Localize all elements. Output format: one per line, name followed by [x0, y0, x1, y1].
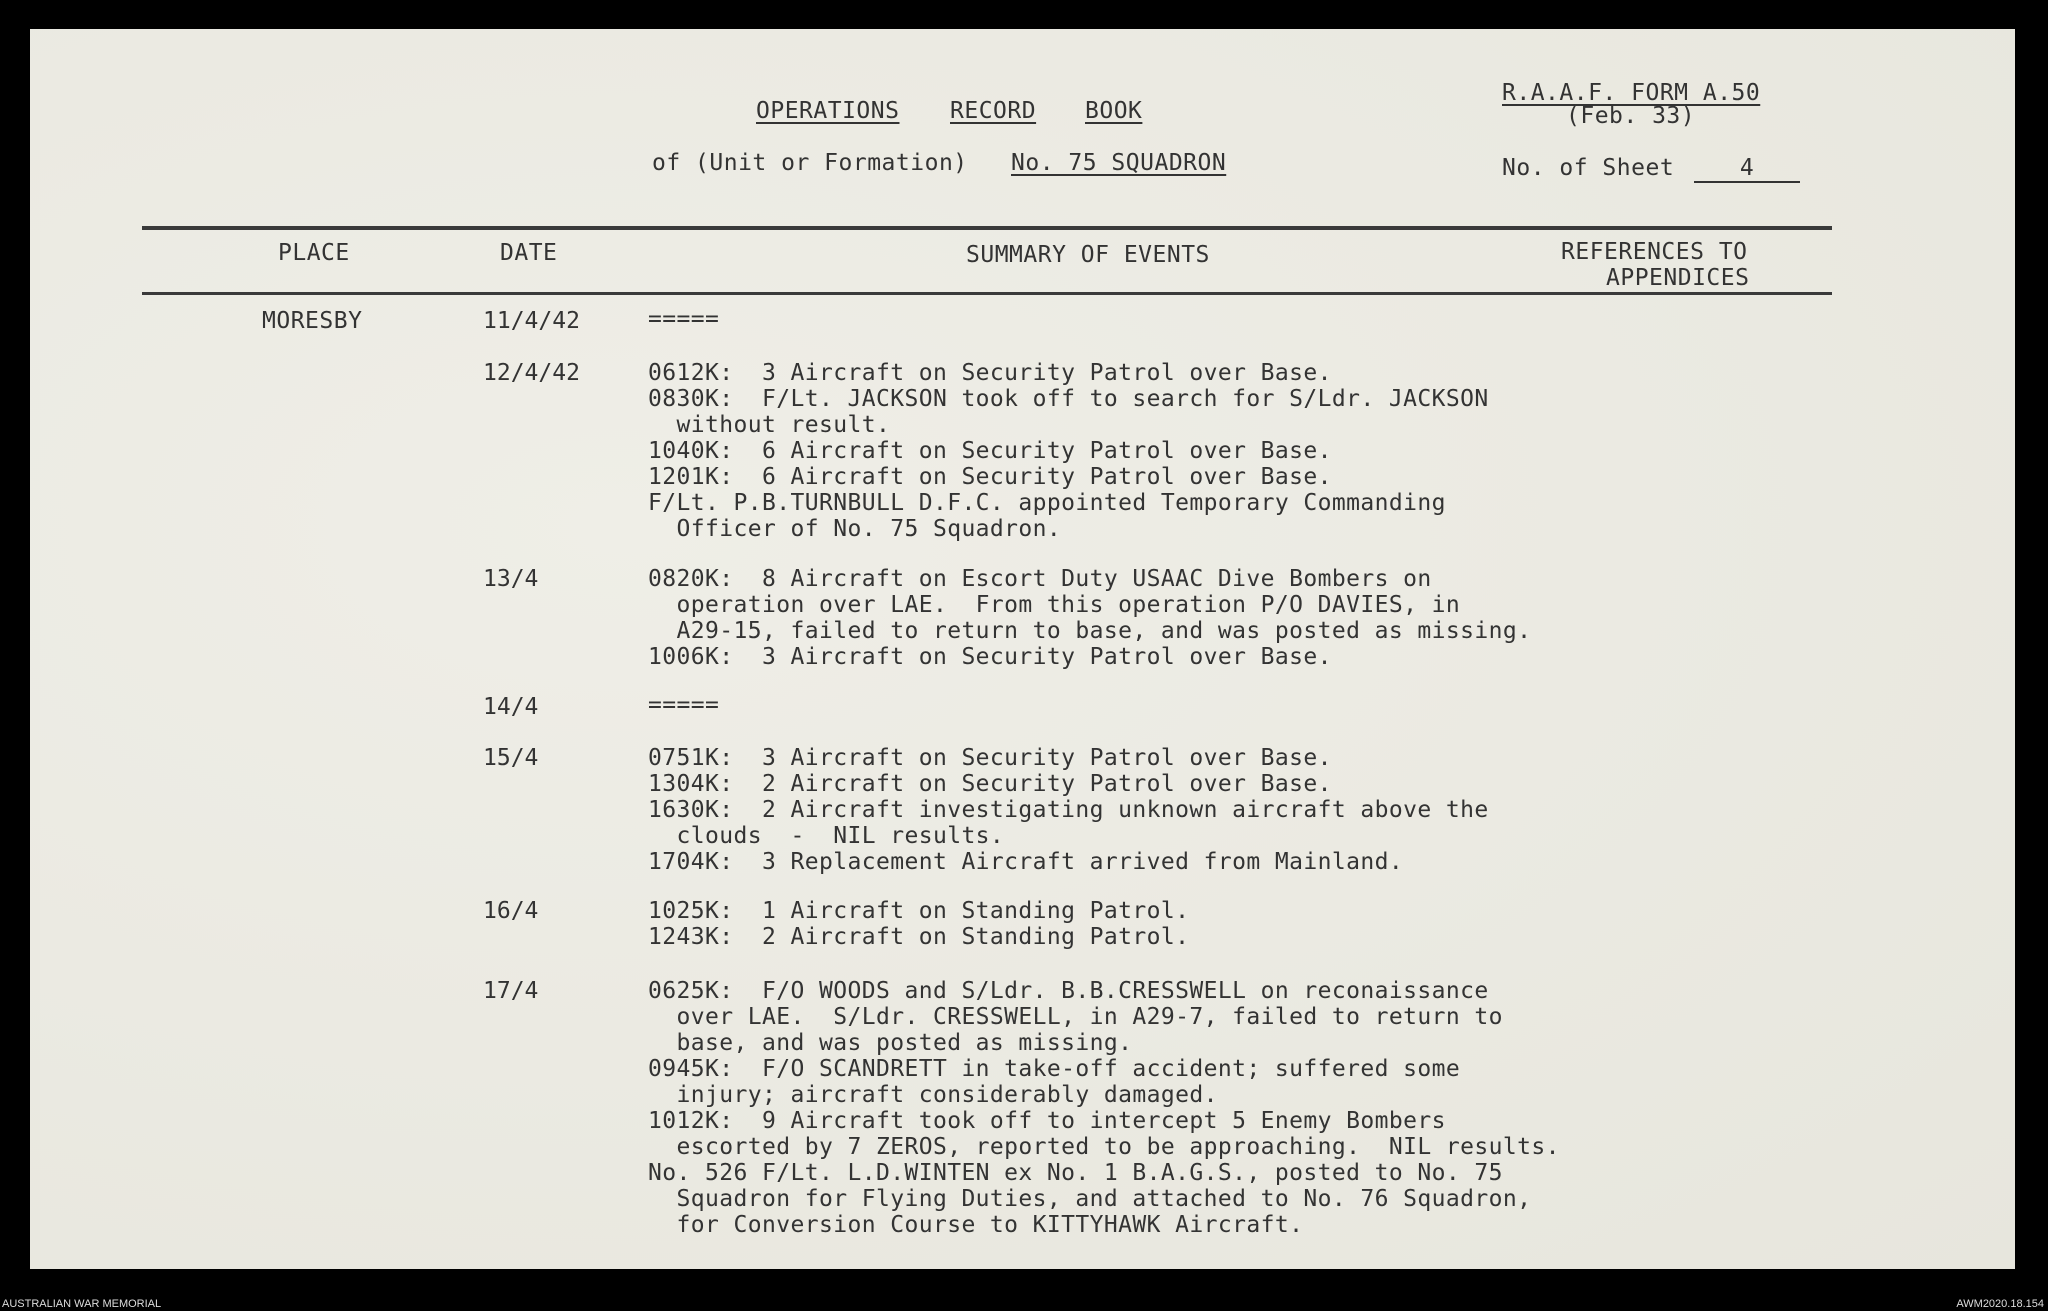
form-number: R.A.A.F. FORM A.50: [1502, 80, 1761, 106]
entry-date: 11/4/42: [483, 308, 580, 334]
summary-line: injury; aircraft considerably damaged.: [648, 1082, 1218, 1108]
sheet-number: 4: [1694, 155, 1800, 183]
unit-name: No. 75 SQUADRON: [1011, 150, 1227, 176]
summary-line: 0625K: F/O WOODS and S/Ldr. B.B.CRESSWELL on reconaissance: [648, 978, 1489, 1004]
title-word-record: RECORD: [950, 98, 1037, 124]
column-references: REFERENCES TO: [1561, 239, 1748, 265]
summary-line: 1012K: 9 Aircraft took off to intercept 5 Enemy Bombers: [648, 1108, 1446, 1134]
entry-summary: [648, 692, 719, 718]
entry-date: 13/4: [483, 566, 539, 592]
summary-line: 0751K: 3 Aircraft on Security Patrol over Base.: [648, 745, 1332, 771]
entry-summary: [648, 745, 1489, 875]
place-name: MORESBY: [262, 308, 363, 334]
summary-line: 0820K: 8 Aircraft on Escort Duty USAAC Dive Bombers on: [648, 566, 1432, 592]
summary-line: operation over LAE. From this operation P/O DAVIES, in: [648, 592, 1461, 618]
unit-prefix: of (Unit or Formation): [652, 150, 968, 176]
entry-date: 12/4/42: [483, 360, 580, 386]
summary-line: without result.: [648, 412, 891, 438]
entry-date: 16/4: [483, 898, 539, 924]
entry-summary: [648, 360, 1489, 542]
entry-date: 17/4: [483, 978, 539, 1004]
summary-line: Officer of No. 75 Squadron.: [648, 516, 1062, 542]
entry-summary: [648, 306, 719, 332]
summary-line: =====: [648, 306, 720, 332]
entry-date: 14/4: [483, 694, 539, 720]
summary-line: for Conversion Course to KITTYHAWK Aircraft.: [648, 1212, 1304, 1238]
title-word-book: BOOK: [1085, 98, 1143, 124]
footer-accession: AWM2020.18.154: [1956, 1298, 2044, 1310]
column-date: DATE: [500, 240, 558, 266]
entry-date: 15/4: [483, 745, 539, 771]
entry-summary: [648, 978, 1560, 1238]
column-appendices: APPENDICES: [1606, 265, 1750, 291]
entry-summary: [648, 566, 1531, 670]
footer-source: AUSTRALIAN WAR MEMORIAL: [2, 1298, 162, 1310]
summary-line: clouds - NIL results.: [648, 823, 1005, 849]
summary-line: 1704K: 3 Replacement Aircraft arrived from Mainland.: [648, 849, 1404, 875]
form-date: (Feb. 33): [1566, 103, 1696, 129]
summary-line: F/Lt. P.B.TURNBULL D.F.C. appointed Temporary Commanding: [648, 490, 1446, 516]
summary-line: No. 526 F/Lt. L.D.WINTEN ex No. 1 B.A.G.S., posted to No. 75: [648, 1160, 1503, 1186]
summary-line: 1243K: 2 Aircraft on Standing Patrol.: [648, 924, 1190, 950]
summary-line: 1040K: 6 Aircraft on Security Patrol over Base.: [648, 438, 1332, 464]
column-place: PLACE: [278, 240, 350, 266]
summary-line: 1201K: 6 Aircraft on Security Patrol over Base.: [648, 464, 1332, 490]
entry-summary: [648, 898, 1189, 950]
summary-line: 1630K: 2 Aircraft investigating unknown aircraft above the: [648, 797, 1489, 823]
summary-line: 1025K: 1 Aircraft on Standing Patrol.: [648, 898, 1190, 924]
summary-line: 0612K: 3 Aircraft on Security Patrol over Base.: [648, 360, 1332, 386]
summary-line: escorted by 7 ZEROS, reported to be approaching. NIL results.: [648, 1134, 1560, 1160]
summary-line: 1006K: 3 Aircraft on Security Patrol over Base.: [648, 644, 1332, 670]
column-summary: SUMMARY OF EVENTS: [966, 242, 1210, 268]
summary-line: base, and was posted as missing.: [648, 1030, 1133, 1056]
summary-line: 0945K: F/O SCANDRETT in take-off accident; suffered some: [648, 1056, 1461, 1082]
title-word-operations: OPERATIONS: [756, 98, 900, 124]
summary-line: =====: [648, 692, 720, 718]
summary-line: 0830K: F/Lt. JACKSON took off to search for S/Ldr. JACKSON: [648, 386, 1489, 412]
summary-line: Squadron for Flying Duties, and attached to No. 76 Squadron,: [648, 1186, 1532, 1212]
summary-line: over LAE. S/Ldr. CRESSWELL, in A29-7, failed to return to: [648, 1004, 1503, 1030]
top-rule: [142, 226, 1832, 230]
summary-line: 1304K: 2 Aircraft on Security Patrol over Base.: [648, 771, 1332, 797]
sheet-label: No. of Sheet: [1502, 155, 1675, 181]
header-rule: [142, 292, 1832, 295]
summary-line: A29-15, failed to return to base, and was posted as missing.: [648, 618, 1532, 644]
